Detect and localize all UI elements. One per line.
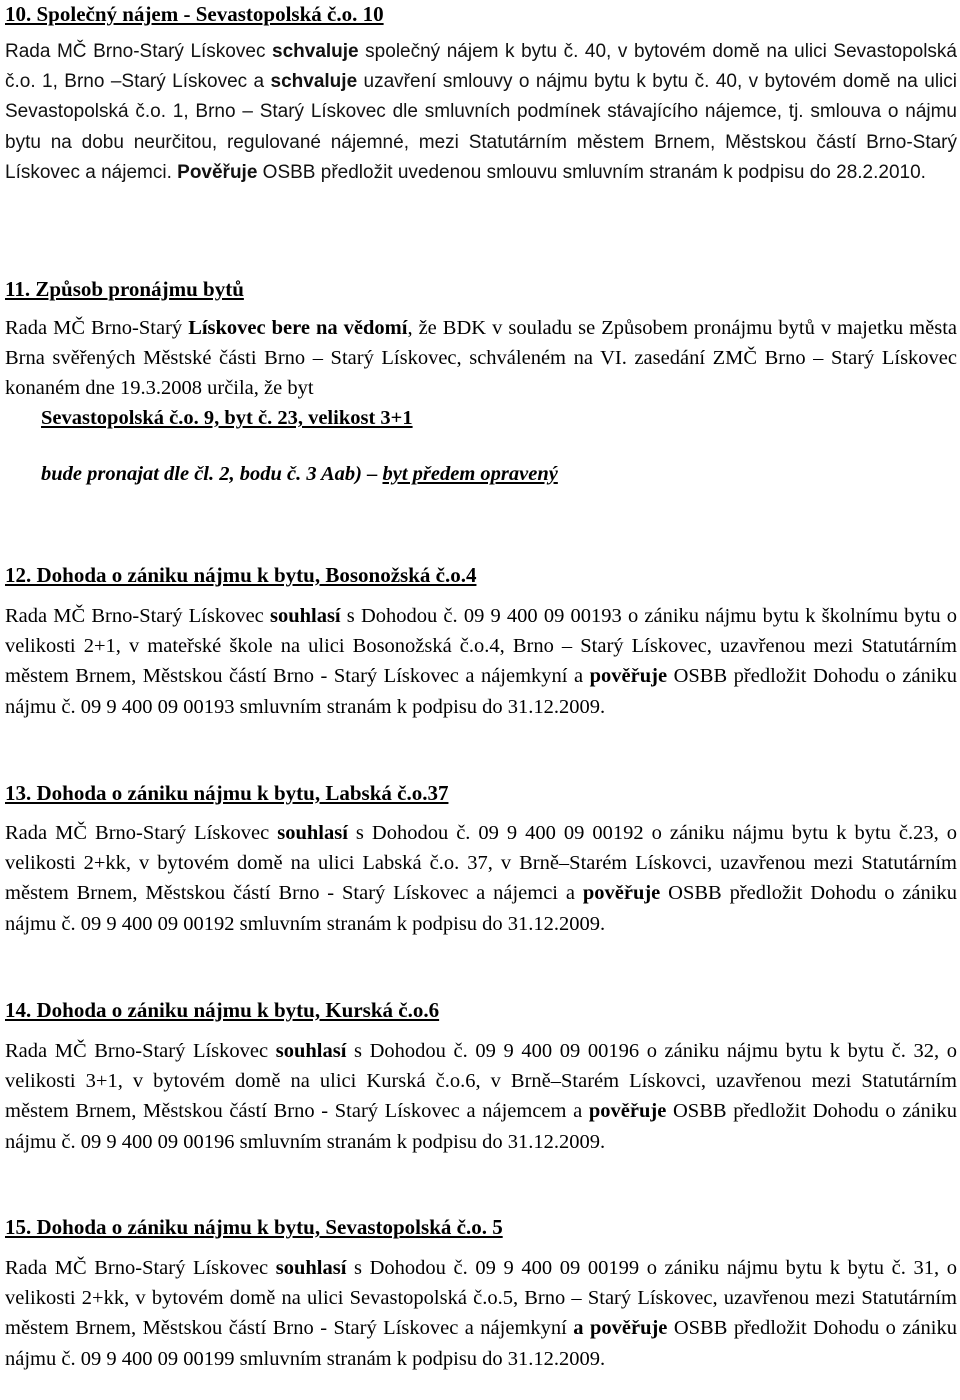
s14-authorize: pověřuje bbox=[588, 1100, 667, 1123]
s11-flat-line: Sevastopolská č.o. 9, byt č. 23, velikost 3+1 bbox=[41, 407, 413, 429]
s11-rent-line bbox=[41, 461, 558, 487]
section-14-text bbox=[5, 1036, 957, 1157]
s15-authorize: a pověřuje bbox=[573, 1317, 668, 1340]
s15-text-3: OSBB předložit Dohodu o zániku nájmu č. 09 9 400 09 00199 smluvním stranám k podpisu do 31.12.2009. bbox=[5, 1317, 957, 1370]
s15-text-1: Rada MČ Brno-Starý Lískovec bbox=[5, 1257, 276, 1279]
s13-agree: souhlasí bbox=[277, 822, 348, 844]
s13-text-3: OSBB předložit Dohodu o zániku nájmu č. 09 9 400 09 00192 smluvním stranám k podpisu do 31.12.2009. bbox=[5, 882, 957, 935]
s11-text-1: Rada MČ Brno-Starý bbox=[5, 317, 189, 339]
s12-authorize: pověřuje bbox=[589, 665, 668, 688]
section-13-heading: 13. Dohoda o zániku nájmu k bytu, Labská č.o.37 bbox=[5, 781, 449, 805]
s10-approve-1: schvaluje bbox=[272, 41, 359, 62]
s14-agree: souhlasí bbox=[275, 1040, 347, 1062]
section-10-text bbox=[5, 37, 957, 188]
s10-approve-2: schvaluje bbox=[270, 71, 358, 93]
s14-text-1: Rada MČ Brno-Starý Lískovec bbox=[5, 1040, 276, 1062]
s10-text-3: ulici Sevastopolská č.o. 1, Brno –Starý Lískovec a bbox=[5, 41, 957, 93]
s10-text-2: společný nájem k bytu č. 40, v bytovém domě na bbox=[358, 41, 795, 62]
s12-agree: souhlasí bbox=[269, 605, 341, 627]
section-11-heading: 11. Způsob pronájmu bytů bbox=[5, 277, 244, 301]
section-11-text bbox=[5, 313, 957, 404]
s10-authorize: Pověřuje bbox=[177, 161, 258, 183]
s15-text-2: s Dohodou č. 09 9 400 09 00199 o zániku nájmu bytu k bytu č. 31, o velikosti 2+kk, v bytovém domě na ulici Sevastopolská č.o.5, Brno – Starý Lískovec, uzavřenou mezi Statutárním městem Brnem, Městskou částí Brno - Starý Lískovec a nájemkyní bbox=[5, 1257, 957, 1340]
s11-text-2: , že BDK v souladu se Způsobem pronájmu bytů v majetku města Brna svěřených Městské části Brno – Starý Lískovec, schváleném na VI. zasedání ZMČ Brno – Starý Lískovec konaném dne 19.3.2008 určila, že byt bbox=[5, 317, 957, 400]
s15-agree: souhlasí bbox=[275, 1257, 347, 1279]
s10-text-6: OSBB předložit uvedenou smlouvu smluvním stranám k podpisu do 28.2.2010. bbox=[257, 161, 926, 183]
s14-text-2: s Dohodou č. 09 9 400 09 00196 o zániku nájmu bytu k bytu č. 32, o velikosti 3+1, v bytovém domě na ulici Kurská č.o.6, v Brně–Starém Lískovci, uzavřenou mezi Statutárním městem Brnem, Městskou částí Brno - Starý Lískovec a nájemcem a bbox=[5, 1040, 957, 1123]
s13-text-1: Rada MČ Brno-Starý Lískovec bbox=[5, 822, 278, 844]
section-10-heading: 10. Společný nájem - Sevastopolská č.o. 10 bbox=[5, 2, 384, 26]
s12-text-3: OSBB předložit Dohodu o zániku nájmu č. 09 9 400 09 00193 smluvním stranám k podpisu do 31.12.2009. bbox=[5, 665, 957, 718]
s11-rent-prefix: bude pronajat dle čl. 2, bodu č. 3 Aab) – bbox=[41, 463, 383, 485]
section-14-heading: 14. Dohoda o zániku nájmu k bytu, Kurská č.o.6 bbox=[5, 998, 440, 1022]
section-13-text bbox=[5, 818, 957, 939]
s13-authorize: pověřuje bbox=[582, 882, 661, 905]
section-15-text bbox=[5, 1253, 957, 1374]
section-12-text bbox=[5, 601, 957, 722]
s10-text-4: uzavření smlouvy o nájmu bytu k bytu č. 40, v bytovém domě na ulici Sevastopolská č.o. 1, Brno – Starý Lískovec dle smluvních podmínek stávajícího nájemce, tj. bbox=[5, 71, 957, 123]
s13-text-2: s Dohodou č. 09 9 400 09 00192 o zániku nájmu bytu k bytu č.23, o velikosti 2+kk, v bytovém domě na ulici Labská č.o. 37, v Brně–Starém Lískovci, uzavřenou mezi Statutárním městem Brnem, Městskou částí Brno - Starý Lískovec a nájemci a bbox=[5, 822, 958, 905]
s12-text-1: Rada MČ Brno-Starý Lískovec bbox=[5, 605, 270, 627]
s12-text-2: s Dohodou č. 09 9 400 09 00193 o zániku nájmu bytu k školnímu bytu o velikosti 2+1, v mateřské škole na ulici Bosonožská č.o.4, Brno – Starý Lískovec, uzavřenou mezi Statutárním městem Brnem, Městskou částí Brno - Starý Lískovec a nájemkyní a bbox=[5, 605, 957, 688]
s14-text-3: OSBB předložit Dohodu o zániku nájmu č. 09 9 400 09 00196 smluvním stranám k podpisu do 31.12.2009. bbox=[5, 1100, 957, 1153]
s10-text-5: smlouva o nájmu bytu na dobu neurčitou, regulované nájemné, mezi Statutárním městem Brnem, Městskou částí Brno-Starý Lískovec a nájemci. bbox=[5, 101, 958, 183]
s11-rent-underlined: byt předem opravený bbox=[382, 463, 558, 485]
s11-acknowledge: Lískovec bere na vědomí bbox=[188, 317, 408, 339]
section-15-heading: 15. Dohoda o zániku nájmu k bytu, Sevastopolská č.o. 5 bbox=[5, 1215, 503, 1239]
s10-text-1: Rada MČ Brno-Starý Lískovec bbox=[5, 41, 273, 62]
section-12-heading: 12. Dohoda o zániku nájmu k bytu, Bosonožská č.o.4 bbox=[5, 563, 477, 587]
